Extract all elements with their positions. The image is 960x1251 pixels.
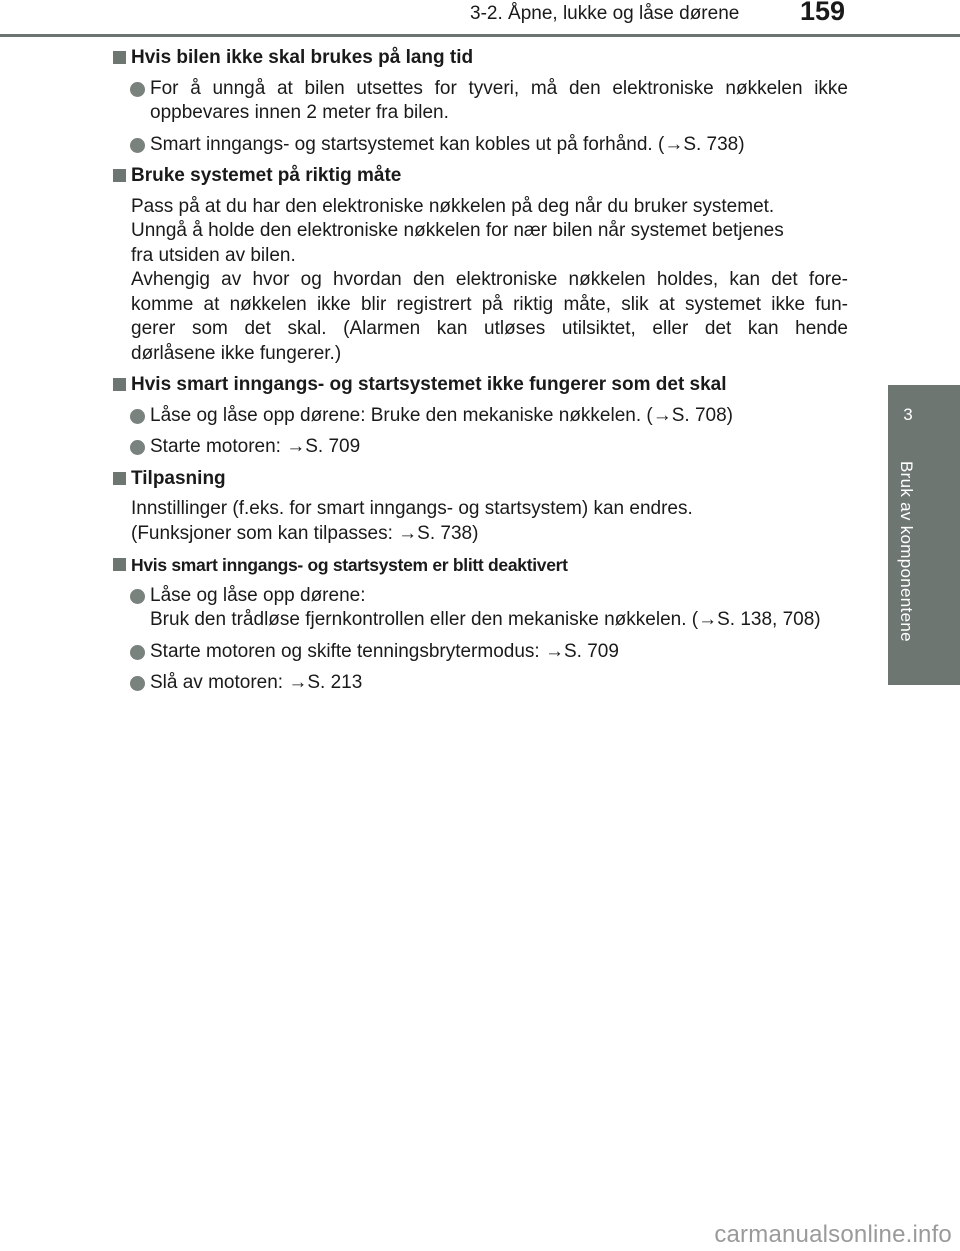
heading-text: Hvis bilen ikke skal brukes på lang tid — [131, 47, 474, 68]
section-system-deactivated — [112, 553, 848, 696]
page-number: 159 — [800, 0, 846, 26]
section-customization — [112, 467, 848, 547]
paragraph-line: Avhengig av hvor og hvordan den elektroniske nøkkelen holdes, kan det fore- — [131, 269, 848, 290]
page-body — [112, 46, 848, 703]
section-heading — [112, 553, 848, 578]
square-bullet-icon — [113, 378, 126, 391]
heading-text: Hvis smart inngangs- og startsystemet ikke fungerer som det skal — [131, 374, 727, 395]
paragraph — [112, 195, 848, 367]
list-item-text: Starte motoren og skifte tenningsbrytermodus: →S. 709 — [150, 640, 619, 662]
section-heading — [112, 467, 848, 492]
section-title: 3-2. Åpne, lukke og låse dørene — [470, 3, 740, 24]
circle-bullet-icon — [130, 589, 145, 604]
chapter-side-tab[interactable] — [888, 385, 960, 685]
section-long-term-storage — [112, 46, 848, 157]
heading-text: Tilpasning — [131, 467, 226, 489]
section-correct-use — [112, 164, 848, 366]
paragraph-line: fra utsiden av bilen. — [131, 244, 296, 266]
list-item — [112, 404, 848, 429]
paragraph-line: (Funksjoner som kan tilpasses: →S. 738) — [131, 522, 479, 544]
section-heading — [112, 373, 848, 398]
paragraph-line: Unngå å holde den elektroniske nøkkelen for nær bilen når systemet betjenes — [131, 220, 784, 241]
chapter-title: Bruk av komponentene — [897, 461, 916, 642]
paragraph — [112, 497, 848, 546]
paragraph-line: Pass på at du har den elektroniske nøkkelen på deg når du bruker systemet. — [131, 195, 775, 217]
square-bullet-icon — [113, 472, 126, 485]
circle-bullet-icon — [130, 676, 145, 691]
list-item-text: For å unngå at bilen utsettes for tyveri, må den elektroniske nøkkelen ikke oppbevares innen 2 meter fra bilen. — [150, 77, 848, 123]
list-item-text: Låse og låse opp dørene: Bruke den mekaniske nøkkelen. (→S. 708) — [150, 404, 733, 426]
circle-bullet-icon — [130, 409, 145, 424]
circle-bullet-icon — [130, 645, 145, 660]
list-item — [112, 133, 848, 158]
circle-bullet-icon — [130, 138, 145, 153]
section-heading — [112, 46, 848, 71]
list-item-text: Slå av motoren: →S. 213 — [150, 672, 363, 693]
chapter-number: 3 — [903, 405, 913, 424]
list-item — [112, 584, 848, 633]
heading-text: Bruke systemet på riktig måte — [131, 165, 402, 186]
list-item — [112, 640, 848, 665]
list-item-text: Starte motoren: →S. 709 — [150, 436, 361, 457]
paragraph-line: gerer som det skal. (Alarmen kan utløses utilsiktet, eller det kan hende — [131, 318, 848, 339]
header-divider — [0, 34, 960, 37]
paragraph-line: komme at nøkkelen ikke blir registrert på riktig måte, slik at systemet ikke fun- — [131, 293, 848, 315]
square-bullet-icon — [113, 51, 126, 64]
heading-text: Hvis smart inngangs- og startsystem er blitt deaktivert — [131, 555, 568, 575]
circle-bullet-icon — [130, 82, 145, 97]
list-item — [112, 435, 848, 460]
paragraph-line: Innstillinger (f.eks. for smart inngangs- og startsystem) kan endres. — [131, 498, 693, 519]
circle-bullet-icon — [130, 440, 145, 455]
paragraph-line: dørlåsene ikke fungerer.) — [131, 342, 342, 364]
list-item-text: Låse og låse opp dørene: — [150, 584, 366, 606]
list-item-text: Bruk den trådløse fjernkontrollen eller den mekaniske nøkkelen. (→S. 138, 708) — [150, 609, 821, 630]
square-bullet-icon — [113, 558, 126, 571]
watermark: carmanualsonline.info — [714, 1221, 952, 1248]
list-item-text: Smart inngangs- og startsystemet kan kobles ut på forhånd. (→S. 738) — [150, 133, 745, 155]
list-item — [112, 77, 848, 126]
section-heading — [112, 164, 848, 189]
section-system-malfunction — [112, 373, 848, 460]
square-bullet-icon — [113, 169, 126, 182]
list-item — [112, 671, 848, 696]
